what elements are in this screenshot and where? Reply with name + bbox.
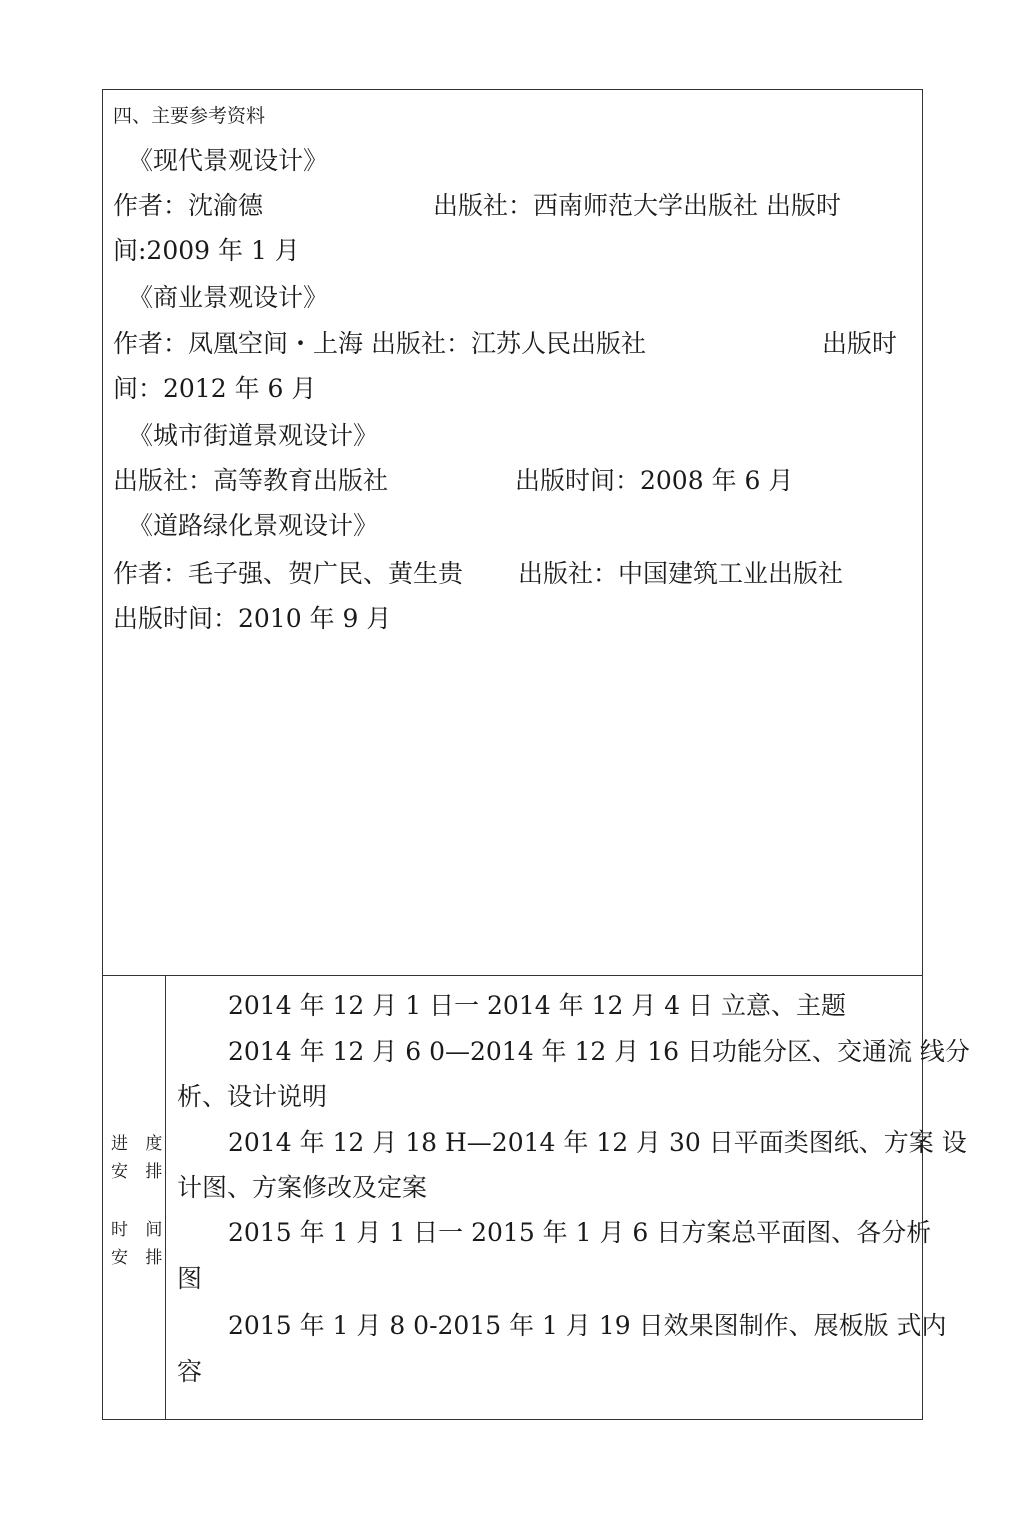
schedule-label-line: 时 间	[111, 1220, 169, 1240]
schedule-line: 2015 年 1 月 8 0-2015 年 1 月 19 日效果图制作、展板版 式内	[228, 1311, 947, 1340]
book-title: 《城市街道景观设计》	[128, 421, 379, 450]
book-publisher: 出版社：高等教育出版社	[113, 466, 389, 495]
book-publisher: 出版社：中国建筑工业出版社	[518, 559, 844, 588]
row-divider	[102, 975, 923, 976]
schedule-line: 2014 年 12 月 1 日一 2014 年 12 月 4 日 立意、主题	[228, 991, 847, 1020]
schedule-line: 析、设计说明	[177, 1082, 328, 1111]
column-divider	[165, 975, 166, 1420]
schedule-line: 容	[177, 1357, 203, 1386]
book-publish-date: 间:2009 年 1 月	[113, 236, 300, 265]
schedule-label-line: 安 排	[111, 1162, 169, 1182]
book-author: 作者：沈渝德	[113, 191, 264, 220]
book-title: 《道路绿化景观设计》	[128, 511, 379, 540]
book-title: 《现代景观设计》	[128, 146, 329, 175]
book-publisher: 出版社：西南师范大学出版社 出版时	[433, 191, 841, 220]
schedule-label-line: 进 度	[111, 1134, 169, 1154]
schedule-line: 图	[177, 1264, 203, 1293]
book-publish-date-start: 出版时	[822, 329, 898, 358]
schedule-line: 2014 年 12 月 6 0—2014 年 12 月 16 日功能分区、交通流 线分	[228, 1037, 970, 1066]
schedule-line: 计图、方案修改及定案	[177, 1173, 428, 1202]
schedule-label-line: 安 排	[111, 1248, 169, 1268]
book-title: 《商业景观设计》	[128, 283, 329, 312]
book-publish-date: 间：2012 年 6 月	[113, 374, 317, 403]
references-heading: 四、主要参考资料	[113, 105, 266, 127]
schedule-line: 2015 年 1 月 1 日一 2015 年 1 月 6 日方案总平面图、各分析	[228, 1218, 932, 1247]
schedule-line: 2014 年 12 月 18 H—2014 年 12 月 30 日平面类图纸、方案 设	[228, 1128, 967, 1157]
book-publish-date: 出版时间：2008 年 6 月	[515, 466, 794, 495]
book-author-publisher: 作者：凤凰空间・上海 出版社：江苏人民出版社	[113, 329, 646, 358]
book-publish-date: 出版时间：2010 年 9 月	[113, 604, 392, 633]
book-author: 作者：毛子强、贺广民、黄生贵	[113, 559, 464, 588]
